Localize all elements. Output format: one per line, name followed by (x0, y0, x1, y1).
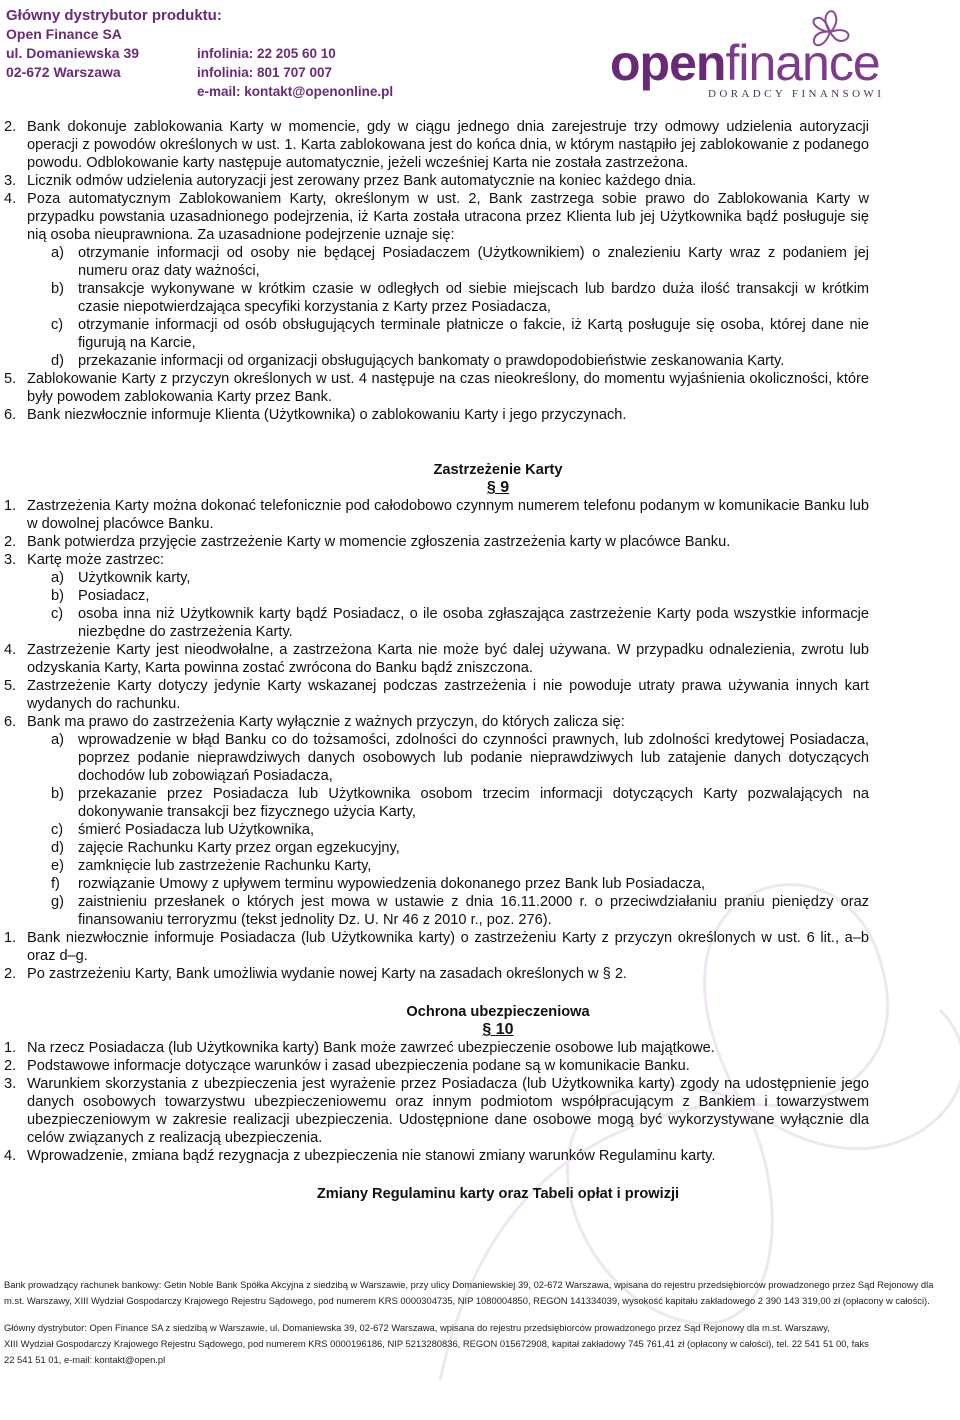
paragraph-text: Bank niezwłocznie informuje Posiadacza (lub Użytkownika karty) o zastrzeżeniu Karty z przyczyn określonych w ust. 6 lit., a–b oraz d–g. (27, 930, 869, 964)
paragraph (0, 497, 960, 533)
hotline-1: infolinia: 22 205 60 10 (197, 46, 336, 61)
footer-distributor-line-3: 22 541 51 01, e-mail: kontakt@open.pl (4, 1354, 166, 1365)
list-item (0, 821, 960, 839)
hotline-2: infolinia: 801 707 007 (197, 65, 333, 80)
list-text: śmierć Posiadacza lub Użytkownika, (78, 822, 315, 838)
list-letter: c) (51, 317, 64, 333)
paragraph-number: 4. (4, 1148, 17, 1164)
paragraph (0, 1039, 960, 1057)
list-item (0, 839, 960, 857)
paragraph-text: Licznik odmów udzielenia autoryzacji jest zerowany przez Bank automatycznie na koniec każdego dnia. (27, 173, 697, 189)
list-item (0, 893, 960, 929)
page-footer (0, 1277, 960, 1368)
contact-email: e-mail: kontakt@openonline.pl (197, 84, 394, 99)
logo-finance: finance (725, 35, 880, 91)
paragraph (0, 406, 960, 424)
list-letter: a) (51, 245, 64, 261)
paragraph-text: Poza automatycznym Zablokowaniem Karty, określonym w ust. 2, Bank zastrzega sobie prawo do Zablokowania Karty w przypadku powstania uzasadnionego podejrzenia, iż Karta została utracona przez Klienta lub jej Użytkownika bądź posługuje się nią osoba nieuprawniona. Za uzasadnione podejrzenie uznaje się: (27, 191, 869, 243)
paragraph-text: Bank niezwłocznie informuje Klienta (Użytkownika) o zablokowaniu Karty i jego przyczynach. (27, 407, 627, 423)
list-item (0, 857, 960, 875)
document-body (0, 118, 960, 1203)
section-sign: § (486, 479, 501, 496)
list-item (0, 569, 960, 587)
footer-distributor-line-2: XIII Wydział Gospodarczy Krajowego Rejestru Sądowego, pod numerem KRS 0000196186, NIP 5213280836, REGON 015672908, kapitał zakładowy 745 761,41 zł (opłacony w całości), tel. 22 541 51 00, faks (4, 1338, 869, 1349)
list-letter: c) (51, 606, 64, 622)
list-item (0, 875, 960, 893)
list-text: zajęcie Rachunku Karty przez organ egzekucyjny, (78, 840, 400, 856)
paragraph-text: Bank ma prawo do zastrzeżenia Karty wyłącznie z ważnych przyczyn, do których zalicza się: (27, 714, 625, 730)
paragraph-number: 1. (4, 498, 17, 514)
paragraph (0, 172, 960, 190)
paragraph-number: 4. (4, 642, 17, 658)
list-letter: b) (51, 281, 64, 297)
paragraph-text: Bank potwierdza przyjęcie zastrzeżenie Karty w momencie zgłoszenia zastrzeżenia karty w placówce Banku. (27, 534, 731, 550)
paragraph-text: Na rzecz Posiadacza (lub Użytkownika karty) Bank może zawrzeć ubezpieczenie osobowe lub majątkowe. (27, 1040, 715, 1056)
paragraph-text: Warunkiem skorzystania z ubezpieczenia jest wyrażenie przez Posiadacza (lub Użytkownika karty) zgody na udostępnienie jego danych osobowych towarzystwu ubezpieczeniowemu oraz innym podmiotom współpracującym z Bankiem i towarzystwem ubezpieczeniowym w zakresie realizacji ubezpieczenia. Udostępnione dane osobowe mogą być wykorzystywane wyłącznie dla celów związanych z realizacją ubezpieczenia. (27, 1076, 869, 1146)
paragraph-text: Bank dokonuje zablokowania Karty w momencie, gdy w ciągu jednego dnia zarejestruje trzy odmowy udzielenia autoryzacji operacji z powodów określonych w ust. 1. Karta zablokowana jest do końca dnia, w którym nastąpiło jej zablokowanie z podanego powodu. Odblokowanie karty następuje automatycznie, jeżeli wcześniej Karta nie została zastrzeżona. (27, 119, 869, 171)
page-header (0, 0, 960, 110)
footer-distributor-line-1: Główny dystrybutor: Open Finance SA z siedzibą w Warszawie, ul. Domaniewska 39, 02-672 Warszawa, wpisana do rejestru przedsiębiorców prowadzonego przez Sąd Rejonowy dla m.st. Warszawy, (4, 1322, 830, 1333)
paragraph-number: 1. (4, 930, 17, 946)
logo-wordmark (610, 34, 880, 92)
list-item (0, 605, 960, 641)
paragraph (0, 118, 960, 172)
list-letter: d) (51, 353, 64, 369)
distributor-city: 02-672 Warszawa (6, 64, 121, 80)
list-item (0, 280, 960, 316)
list-text: otrzymanie informacji od osób obsługujących terminale płatnicze o fakcie, iż Kartą posługuje się osoba, której dane nie figurują na Karcie, (78, 317, 869, 351)
list-item (0, 731, 960, 785)
section-number: § 9 (486, 479, 510, 496)
list-letter: e) (51, 858, 64, 874)
paragraph-text: Zastrzeżenie Karty dotyczy jedynie Karty wskazanej podczas zastrzeżenia i nie powoduje utraty prawa używania innych kart wydanych do rachunku. (27, 678, 869, 712)
list-letter: a) (51, 570, 64, 586)
list-item (0, 316, 960, 352)
paragraph (0, 533, 960, 551)
paragraph-number: 2. (4, 534, 17, 550)
paragraph-number: 3. (4, 173, 17, 189)
paragraph-text: Zastrzeżenia Karty można dokonać telefonicznie pod całodobowo czynnym numerem telefonu podanym w komunikacie Banku lub w dowolnej placówce Banku. (27, 498, 869, 532)
paragraph-text: Wprowadzenie, zmiana bądź rezygnacja z ubezpieczenia nie stanowi zmiany warunków Regulaminu karty. (27, 1148, 716, 1164)
paragraph-number: 6. (4, 407, 17, 423)
paragraph-number: 3. (4, 1076, 17, 1092)
paragraph-text: Kartę może zastrzec: (27, 552, 165, 568)
list-text: otrzymanie informacji od osoby nie będącej Posiadaczem (Użytkownikiem) o znalezieniu Karty wraz z podaniem jej numeru oraz daty ważności, (78, 245, 869, 279)
list-letter: b) (51, 786, 64, 802)
paragraph-number: 4. (4, 191, 17, 207)
list-item (0, 244, 960, 280)
paragraph-number: 2. (4, 1058, 17, 1074)
paragraph-text: Po zastrzeżeniu Karty, Bank umożliwia wydanie nowej Karty na zasadach określonych w § 2. (27, 966, 627, 982)
paragraph-text: Zablokowanie Karty z przyczyn określonych w ust. 4 następuje na czas nieokreślony, do momentu wyjaśnienia okoliczności, które były powodem zablokowania Karty przez Bank. (27, 371, 869, 405)
list-item (0, 785, 960, 821)
footer-bank-line-2: m.st. Warszawy, XIII Wydział Gospodarczy Krajowego Rejestru Sądowego, pod numerem KRS 0000304735, NIP 1080004850, REGON 141334039, wysokość kapitału zakładowego 2 390 143 319,00 zł (opłacony w całości). (4, 1295, 930, 1306)
paragraph-text: Podstawowe informacje dotyczące warunków i zasad ubezpieczenia podane są w komunikacie Banku. (27, 1058, 690, 1074)
paragraph-number: 3. (4, 552, 17, 568)
paragraph-text: Zastrzeżenie Karty jest nieodwołalne, a zastrzeżona Karta nie może być dalej używana. W przypadku odnalezienia, zwrotu lub odzyskania Karty, Karta powinna zostać zwrócona do Banku bądź zniszczona. (27, 642, 869, 676)
paragraph (0, 677, 960, 713)
paragraph (0, 1057, 960, 1075)
paragraph (0, 713, 960, 731)
paragraph-number: 2. (4, 119, 17, 135)
open-finance-logo (610, 4, 960, 102)
paragraph (0, 190, 960, 244)
list-text: przekazanie przez Posiadacza lub Użytkownika osobom trzecim informacji dotyczących Karty pozwalających na dokonywanie transakcji bez fizycznego użycia Karty, (78, 786, 869, 820)
section-heading: Zmiany Regulaminu karty oraz Tabeli opłat i prowizji (316, 1186, 680, 1202)
section-number: § 10 (482, 1021, 514, 1038)
paragraph-number: 6. (4, 714, 17, 730)
section-heading: Zastrzeżenie Karty (433, 462, 563, 478)
list-text: zamknięcie lub zastrzeżenie Rachunku Karty, (78, 858, 372, 874)
logo-tagline: DORADCY FINANSOWI (708, 88, 885, 100)
paragraph (0, 1147, 960, 1165)
distributor-street: ul. Domaniewska 39 (6, 45, 140, 61)
footer-bank-line-1: Bank prowadzący rachunek bankowy: Getin Noble Bank Spółka Akcyjna z siedzibą w Warszawie, przy ulicy Domaniewskiej 39, 02-672 Warszawa, wpisana do rejestru przedsiębiorców prowadzonego przez Sąd Rejonowy dla (4, 1279, 934, 1290)
list-letter: a) (51, 732, 64, 748)
list-text: osoba inna niż Użytkownik karty bądź Posiadacz, o ile osoba zgłaszająca zastrzeżenie Karty poda wszystkie informacje niezbędne do zastrzeżenia Karty. (78, 606, 869, 640)
distributor-name: Open Finance SA (6, 26, 122, 42)
paragraph-number: 5. (4, 678, 17, 694)
list-text: wprowadzenie w błąd Banku co do tożsamości, zdolności do czynności prawnych, lub zdolności kredytowej Posiadacza, poprzez podanie nieprawdziwych danych osobowych lub podanie nieprawdziwych lub zatajenie danych dotyczących dochodów lub zobowiązań Posiadacza, (78, 732, 869, 784)
section-sign: § (482, 1021, 496, 1038)
paragraph (0, 965, 960, 983)
list-text: zaistnieniu przesłanek o których jest mowa w ustawie z dnia 16.11.2000 r. o przeciwdziałaniu praniu pieniędzy oraz finansowaniu terroryzmu (tekst jednolity Dz. U. Nr 46 z 2010 r., poz. 276). (78, 894, 869, 928)
list-letter: c) (51, 822, 64, 838)
paragraph (0, 551, 960, 569)
paragraph (0, 1075, 960, 1147)
paragraph (0, 641, 960, 677)
section-heading: Ochrona ubezpieczeniowa (406, 1004, 590, 1020)
logo-open: open (610, 35, 726, 91)
list-text: rozwiązanie Umowy z upływem terminu wypowiedzenia dokonanego przez Bank lub Posiadacza, (78, 876, 706, 892)
list-item (0, 352, 960, 370)
paragraph-number: 2. (4, 966, 17, 982)
list-text: Użytkownik karty, (78, 570, 191, 586)
list-letter: b) (51, 588, 64, 604)
list-item (0, 587, 960, 605)
list-text: Posiadacz, (78, 588, 150, 604)
paragraph (0, 370, 960, 406)
list-letter: g) (51, 894, 64, 910)
list-letter: d) (51, 840, 64, 856)
distributor-info (6, 6, 222, 82)
list-text: transakcje wykonywane w krótkim czasie w odległych od siebie miejscach lub bardzo duża ilość transakcji w krótkim czasie niepotwierdzająca specyfiki korzystania z Karty przez Posiadacza, (78, 281, 869, 315)
distributor-label: Główny dystrybutor produktu: (6, 7, 222, 24)
list-text: przekazanie informacji od organizacji obsługujących bankomaty o prawdopodobieństwie zeskanowania Karty. (78, 353, 785, 369)
paragraph-number: 5. (4, 371, 17, 387)
paragraph (0, 929, 960, 965)
contact-info (197, 44, 393, 101)
list-letter: f) (51, 876, 60, 892)
paragraph-number: 1. (4, 1040, 17, 1056)
